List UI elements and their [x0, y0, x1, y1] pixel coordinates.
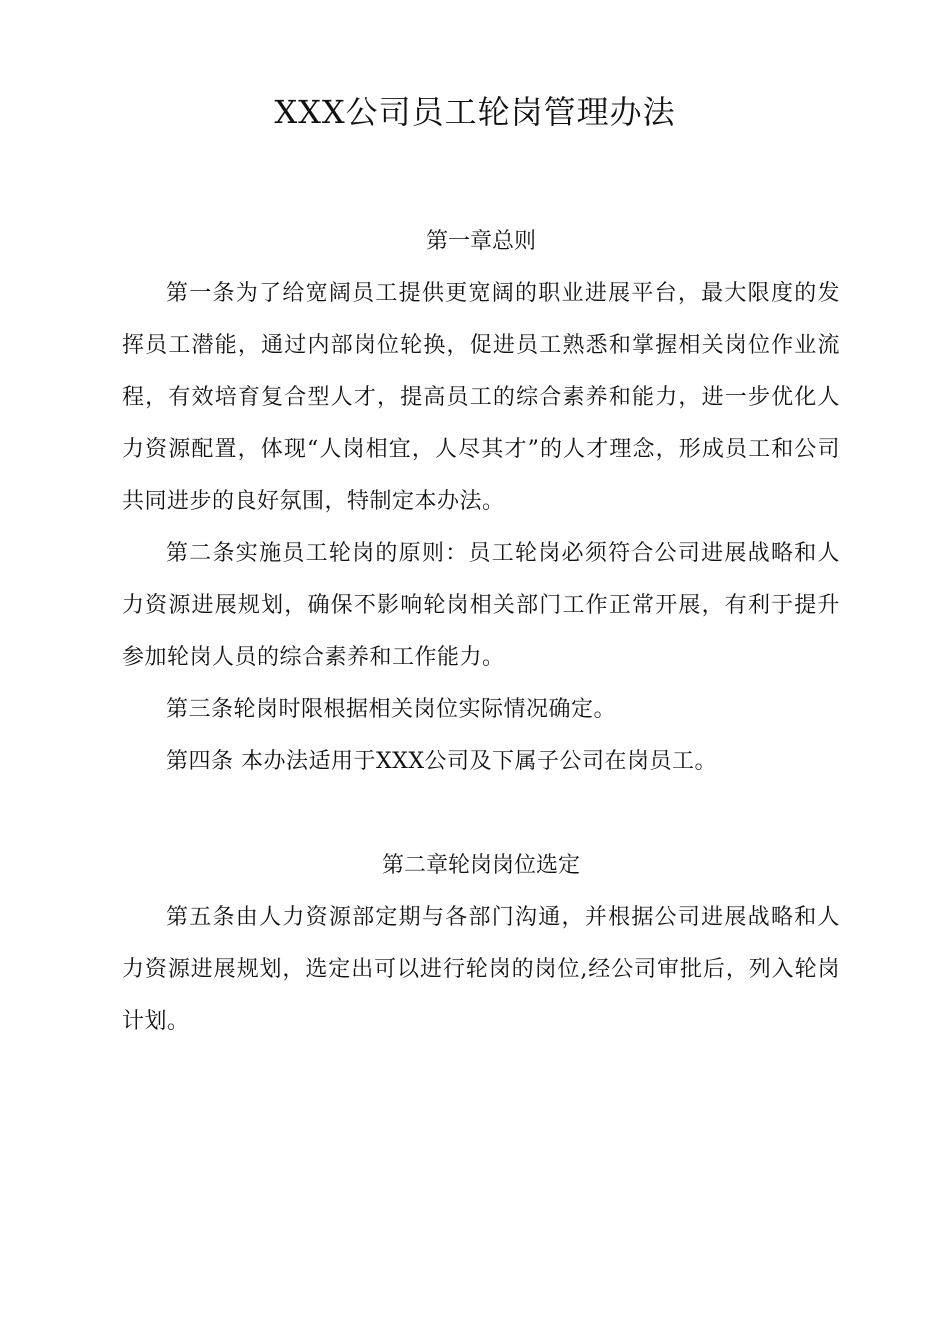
chapter-heading: 第一章总则: [425, 229, 536, 254]
document-body: [122, 216, 840, 1048]
section-spacer: [122, 788, 840, 840]
article-3: 第三条轮岗时限根据相关岗位实际情况确定。: [166, 697, 617, 722]
chapter-2: [122, 840, 840, 1048]
article-1: 第一条为了给宽阔员工提供更宽阔的职业进展平台，最大限度的发挥员工潜能，通过内部岗位轮换，促进员工熟悉和掌握相关岗位作业流程，有效培育复合型人才，提高员工的综合素养和能力，进一步优化人力资源配置，体现“人岗相宜，人尽其才”的人才理念，形成员工和公司共同进步的良好氛围，特制定本办法。: [122, 281, 840, 514]
chapter-heading: 第二章轮岗岗位选定: [381, 853, 580, 878]
article-2: 第二条实施员工轮岗的原则：员工轮岗必须符合公司进展战略和人力资源进展规划，确保不影响轮岗相关部门工作正常开展，有利于提升参加轮岗人员的综合素养和工作能力。: [122, 541, 840, 670]
article-4: 第四条 本办法适用于XXX公司及下属子公司在岗员工。: [166, 749, 717, 774]
chapter-1: [122, 216, 840, 788]
document-title: XXX公司员工轮岗管理办法: [274, 93, 676, 131]
article-5: 第五条由人力资源部定期与各部门沟通，并根据公司进展战略和人力资源进展规划，选定出可以进行轮岗的岗位,经公司审批后，列入轮岗计划。: [122, 905, 840, 1034]
